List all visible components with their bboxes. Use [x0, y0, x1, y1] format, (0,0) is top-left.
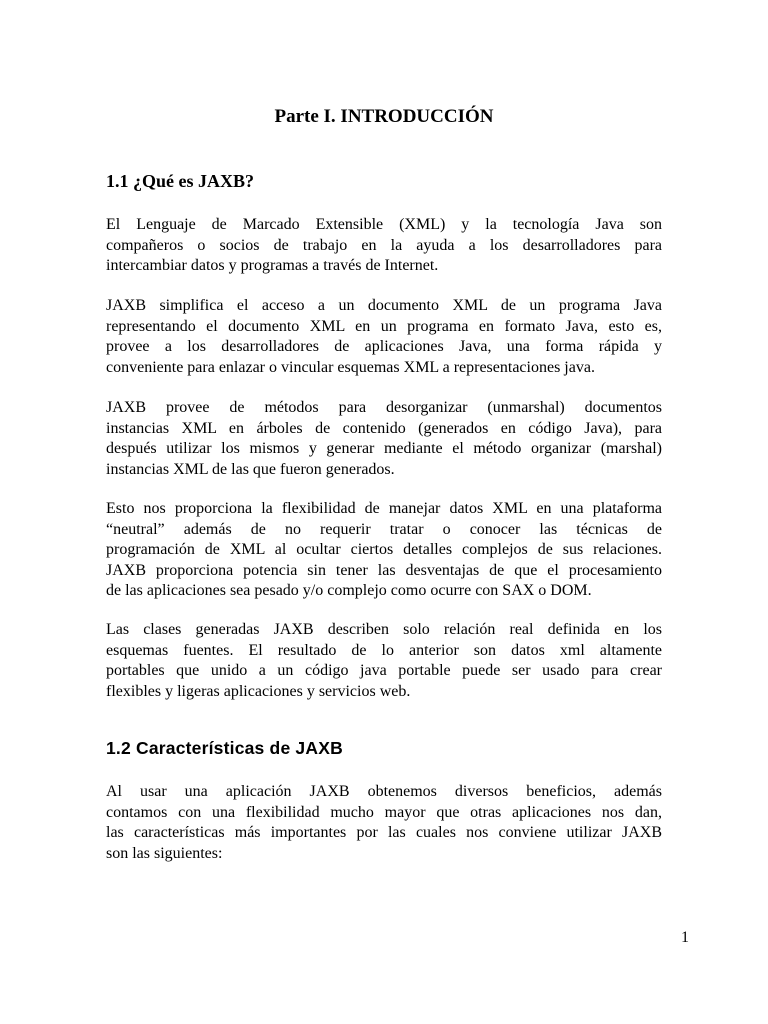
paragraph: [106, 296, 662, 378]
paragraph: [106, 215, 662, 277]
paragraph-line: El Lenguaje de Marcado Extensible (XML) y la tecnología Java son: [106, 216, 662, 233]
paragraph-line: JAXB simplifica el acceso a un documento XML de un programa Java: [106, 297, 662, 314]
paragraph-line: Esto nos proporciona la flexibilidad de manejar datos XML en una plataforma: [106, 500, 662, 517]
paragraph-line: portables que unido a un código java portable puede ser usado para crear: [106, 662, 662, 680]
paragraph-line: compañeros o socios de trabajo en la ayuda a los desarrolladores para: [106, 236, 662, 254]
paragraph-line: instancias XML de las que fueron generados.: [106, 460, 395, 478]
paragraph-line: programación de XML al ocultar ciertos detalles complejos de sus relaciones.: [106, 541, 662, 559]
paragraph-line: representando el documento XML en un programa en formato Java, esto es,: [106, 317, 662, 335]
section-heading-que-es-jaxb: 1.1 ¿Qué es JAXB?: [106, 171, 254, 191]
page-number: 1: [681, 929, 689, 946]
paragraph-line: provee a los desarrolladores de aplicaciones Java, una forma rápida y: [106, 338, 662, 356]
paragraph-line: de las aplicaciones sea pesado y/o complejo como ocurre con SAX o DOM.: [106, 582, 592, 600]
paragraph-line: las características más importantes por las cuales nos conviene utilizar JAXB: [106, 824, 662, 842]
paragraph-line: son las siguientes:: [106, 844, 223, 862]
paragraph-line: Al usar una aplicación JAXB obtenemos diversos beneficios, además: [106, 783, 662, 800]
paragraph: [106, 499, 662, 602]
paragraph-line: instancias XML en árboles de contenido (generados en código Java), para: [106, 419, 662, 437]
paragraph: [106, 782, 662, 864]
paragraph: [106, 398, 662, 480]
paragraph-line: flexibles y ligeras aplicaciones y servicios web.: [106, 682, 411, 700]
paragraph-line: esquemas fuentes. El resultado de lo anterior son datos xml altamente: [106, 641, 662, 659]
paragraph-line: JAXB proporciona potencia sin tener las desventajas de que el procesamiento: [106, 561, 662, 579]
paragraph: [106, 620, 662, 702]
paragraph-line: JAXB provee de métodos para desorganizar (unmarshal) documentos: [106, 399, 662, 416]
paragraph-line: “neutral” además de no requerir tratar o conocer las técnicas de: [106, 520, 662, 538]
paragraph-line: conveniente para enlazar o vincular esquemas XML a representaciones java.: [106, 358, 595, 376]
section-heading-caracteristicas: 1.2 Características de JAXB: [106, 738, 343, 758]
paragraph-line: intercambiar datos y programas a través de Internet.: [106, 257, 439, 275]
paragraph-line: Las clases generadas JAXB describen solo relación real definida en los: [106, 621, 662, 638]
paragraph-line: después utilizar los mismos y generar mediante el método organizar (marshal): [106, 440, 662, 458]
paragraph-line: contamos con una flexibilidad mucho mayor que otras aplicaciones nos dan,: [106, 803, 662, 821]
document-title: Parte I. INTRODUCCIÓN: [274, 106, 494, 127]
